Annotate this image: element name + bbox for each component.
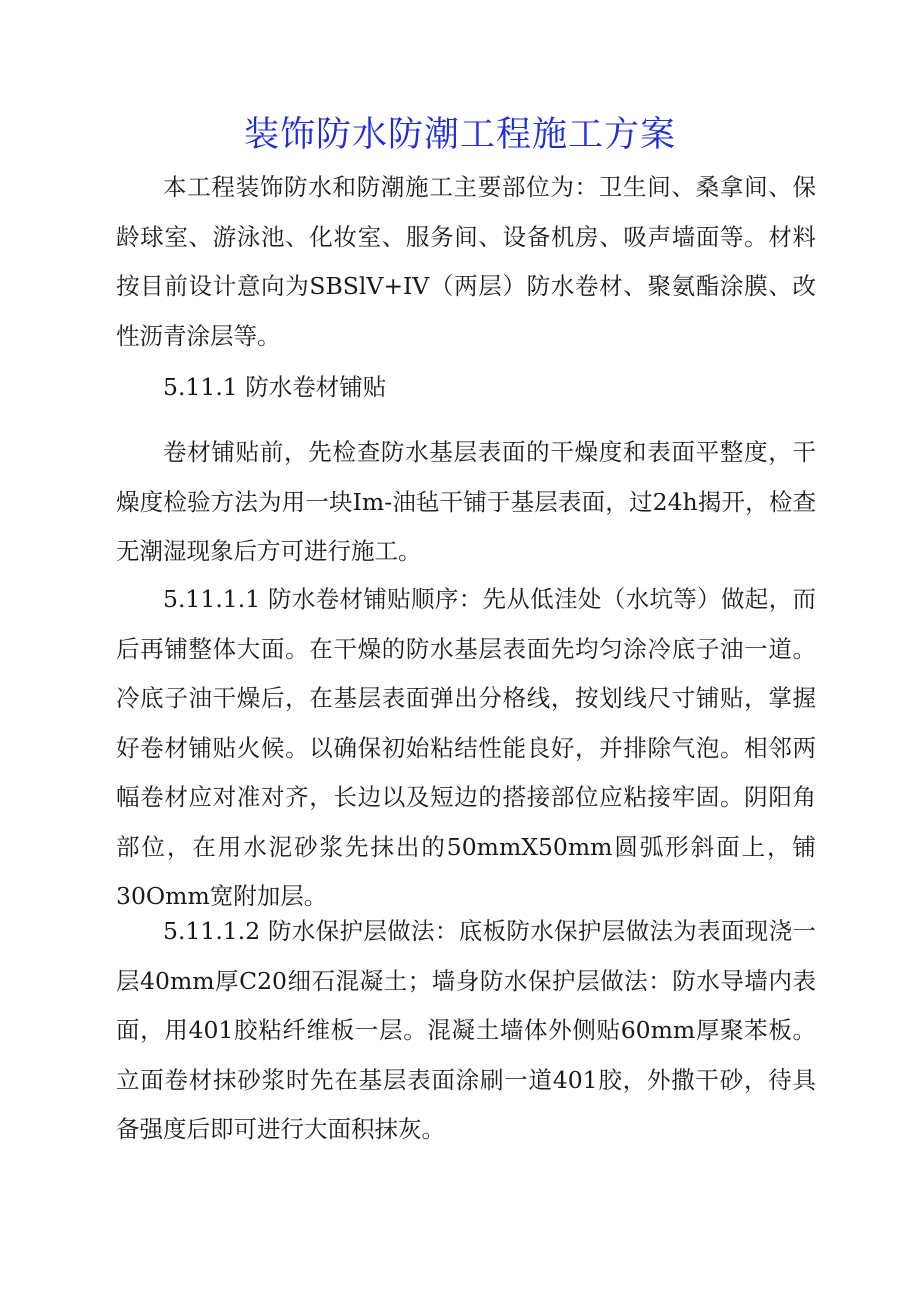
subsection-2-paragraph: 5.11.1.2 防水保护层做法：底板防水保护层做法为表面现浇一层40mm厚C20细石混凝土；墙身防水保护层做法：防水导墙内表面，用401胶粘纤维板一层。混凝土墙体外侧贴60mm厚聚苯板。立面卷材抹砂浆时先在基层表面涂刷一道401胶，外撒干砂，待具备强度后即可进行大面积抹灰。 [116,917,816,1143]
section-heading: 5.11.1 防水卷材铺贴 [163,373,387,401]
subsection-1-paragraph: 5.11.1.1 防水卷材铺贴顺序：先从低洼处（水坑等）做起，而后再铺整体大面。在干燥的防水基层表面先均匀涂冷底子油一道。冷底子油干燥后，在基层表面弹出分格线，按划线尺寸铺贴，掌握好卷材铺贴火候。以确保初始粘结性能良好，并排除气泡。相邻两幅卷材应对准对齐，长边以及短边的搭接部位应粘接牢固。阴阳角部位，在用水泥砂浆先抹出的50mmX50mm圆弧形斜面上，铺30Omm宽附加层。 [116,585,816,910]
document-title: 装饰防水防潮工程施工方案 [243,115,676,155]
section-intro-paragraph: 卷材铺贴前，先检查防水基层表面的干燥度和表面平整度，干燥度检验方法为用一块Im-油毡干铺于基层表面，过24h揭开，检查无潮湿现象后方可进行施工。 [116,438,816,565]
intro-paragraph: 本工程装饰防水和防潮施工主要部位为：卫生间、桑拿间、保龄球室、游泳池、化妆室、服务间、设备机房、吸声墙面等。材料按目前设计意向为SBSlV+IV（两层）防水卷材、聚氨酯涂膜、改性沥青涂层等。 [116,173,816,350]
